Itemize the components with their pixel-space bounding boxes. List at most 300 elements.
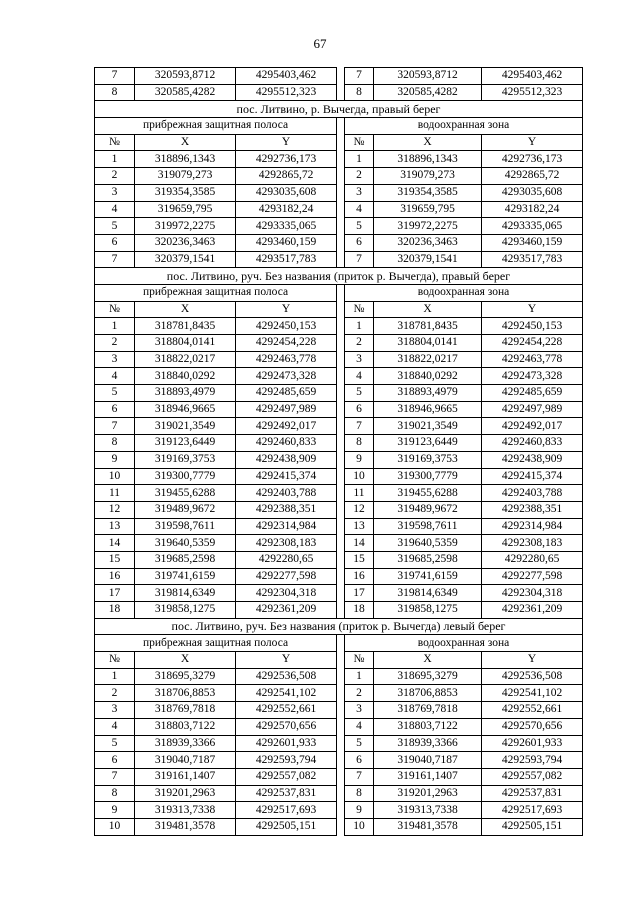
column-gap — [337, 602, 345, 619]
left-y-coordinate: 4292570,656 — [236, 718, 337, 735]
table-row — [95, 151, 583, 168]
right-y-coordinate: 4292570,656 — [482, 718, 583, 735]
table-row — [95, 602, 583, 619]
column-gap — [337, 468, 345, 485]
right-y-coordinate: 4292308,183 — [482, 535, 583, 552]
left-point-number: 15 — [95, 551, 135, 568]
right-y-header: Y — [482, 301, 583, 318]
table-row — [95, 668, 583, 685]
left-x-header: X — [135, 652, 236, 669]
right-point-number: 7 — [345, 68, 374, 85]
left-y-coordinate: 4292403,788 — [236, 485, 337, 502]
right-num-header: № — [345, 134, 374, 151]
column-gap — [337, 218, 345, 235]
left-y-coordinate: 4292415,374 — [236, 468, 337, 485]
right-point-number: 15 — [345, 551, 374, 568]
table-row — [95, 68, 583, 85]
right-y-coordinate: 4292536,508 — [482, 668, 583, 685]
left-point-number: 7 — [95, 768, 135, 785]
right-y-coordinate: 4292460,833 — [482, 435, 583, 452]
table-row — [95, 551, 583, 568]
left-point-number: 3 — [95, 351, 135, 368]
right-x-coordinate: 320593,8712 — [374, 68, 482, 85]
right-y-coordinate: 4292541,102 — [482, 685, 583, 702]
left-point-number: 10 — [95, 468, 135, 485]
left-x-coordinate: 319354,3585 — [135, 184, 236, 201]
column-gap — [337, 435, 345, 452]
right-x-coordinate: 319741,6159 — [374, 568, 482, 585]
right-y-coordinate: 4293335,065 — [482, 218, 583, 235]
left-y-coordinate: 4293517,783 — [236, 251, 337, 268]
column-gap — [337, 301, 345, 318]
right-x-coordinate: 319814,6349 — [374, 585, 482, 602]
table-row — [95, 468, 583, 485]
left-y-coordinate: 4292314,984 — [236, 518, 337, 535]
left-x-coordinate: 318840,0292 — [135, 368, 236, 385]
table-row — [95, 518, 583, 535]
right-point-number: 3 — [345, 351, 374, 368]
left-point-number: 4 — [95, 718, 135, 735]
right-y-coordinate: 4293182,24 — [482, 201, 583, 218]
column-gap — [337, 168, 345, 185]
right-point-number: 5 — [345, 385, 374, 402]
table-row — [95, 485, 583, 502]
right-y-coordinate: 4295403,462 — [482, 68, 583, 85]
right-point-number: 2 — [345, 168, 374, 185]
zone-header-row — [95, 284, 583, 301]
left-x-coordinate: 318706,8853 — [135, 685, 236, 702]
right-x-coordinate: 318939,3366 — [374, 735, 482, 752]
right-y-coordinate: 4292593,794 — [482, 752, 583, 769]
left-x-coordinate: 319021,3549 — [135, 418, 236, 435]
right-y-coordinate: 4292865,72 — [482, 168, 583, 185]
left-x-coordinate: 319313,7338 — [135, 802, 236, 819]
right-x-coordinate: 318896,1343 — [374, 151, 482, 168]
right-y-coordinate: 4292505,151 — [482, 818, 583, 835]
right-y-coordinate: 4292492,017 — [482, 418, 583, 435]
column-gap — [337, 134, 345, 151]
column-gap — [337, 551, 345, 568]
left-point-number: 14 — [95, 535, 135, 552]
column-gap — [337, 818, 345, 835]
right-point-number: 5 — [345, 735, 374, 752]
column-gap — [337, 568, 345, 585]
left-point-number: 4 — [95, 368, 135, 385]
right-y-coordinate: 4292497,989 — [482, 401, 583, 418]
table-row — [95, 685, 583, 702]
right-x-coordinate: 318804,0141 — [374, 335, 482, 352]
column-gap — [337, 635, 345, 652]
left-point-number: 2 — [95, 685, 135, 702]
column-gap — [337, 785, 345, 802]
left-point-number: 3 — [95, 702, 135, 719]
column-gap — [337, 284, 345, 301]
left-point-number: 16 — [95, 568, 135, 585]
column-gap — [337, 68, 345, 85]
left-y-coordinate: 4292552,661 — [236, 702, 337, 719]
right-point-number: 2 — [345, 685, 374, 702]
right-zone-title: водоохранная зона — [345, 635, 583, 652]
left-zone-title: прибрежная защитная полоса — [95, 635, 337, 652]
section-title: пос. Литвино, руч. Без названия (приток р. Вычегда) левый берег — [95, 618, 583, 635]
right-x-coordinate: 318946,9665 — [374, 401, 482, 418]
right-point-number: 1 — [345, 318, 374, 335]
right-point-number: 10 — [345, 468, 374, 485]
right-point-number: 6 — [345, 752, 374, 769]
left-zone-title: прибрежная защитная полоса — [95, 118, 337, 135]
right-x-coordinate: 319123,6449 — [374, 435, 482, 452]
right-y-header: Y — [482, 652, 583, 669]
right-y-coordinate: 4292485,659 — [482, 385, 583, 402]
table-row — [95, 435, 583, 452]
left-x-coordinate: 318804,0141 — [135, 335, 236, 352]
right-x-coordinate: 318695,3279 — [374, 668, 482, 685]
right-x-coordinate: 319040,7187 — [374, 752, 482, 769]
left-num-header: № — [95, 134, 135, 151]
table-row — [95, 702, 583, 719]
section-title-row — [95, 101, 583, 118]
table-row — [95, 718, 583, 735]
section-title: пос. Литвино, р. Вычегда, правый берег — [95, 101, 583, 118]
left-point-number: 5 — [95, 385, 135, 402]
left-y-coordinate: 4292304,318 — [236, 585, 337, 602]
table-row — [95, 768, 583, 785]
left-point-number: 9 — [95, 802, 135, 819]
left-x-coordinate: 320236,3463 — [135, 234, 236, 251]
right-x-coordinate: 319169,3753 — [374, 451, 482, 468]
table-row — [95, 218, 583, 235]
left-x-header: X — [135, 301, 236, 318]
table-row — [95, 535, 583, 552]
right-y-coordinate: 4293460,159 — [482, 234, 583, 251]
left-num-header: № — [95, 301, 135, 318]
right-point-number: 6 — [345, 401, 374, 418]
right-x-header: X — [374, 134, 482, 151]
column-header-row — [95, 652, 583, 669]
right-x-coordinate: 319079,273 — [374, 168, 482, 185]
right-y-coordinate: 4292388,351 — [482, 501, 583, 518]
column-gap — [337, 84, 345, 101]
table-row — [95, 501, 583, 518]
left-point-number: 1 — [95, 151, 135, 168]
right-point-number: 2 — [345, 335, 374, 352]
column-gap — [337, 118, 345, 135]
right-x-coordinate: 320236,3463 — [374, 234, 482, 251]
right-x-coordinate: 319354,3585 — [374, 184, 482, 201]
left-point-number: 2 — [95, 335, 135, 352]
column-gap — [337, 718, 345, 735]
left-point-number: 17 — [95, 585, 135, 602]
right-point-number: 18 — [345, 602, 374, 619]
column-gap — [337, 685, 345, 702]
left-y-coordinate: 4292473,328 — [236, 368, 337, 385]
right-point-number: 8 — [345, 84, 374, 101]
table-row — [95, 201, 583, 218]
coordinates-table — [94, 67, 583, 836]
table-row — [95, 168, 583, 185]
right-x-coordinate: 319313,7338 — [374, 802, 482, 819]
right-x-coordinate: 318822,0217 — [374, 351, 482, 368]
right-x-coordinate: 318803,7122 — [374, 718, 482, 735]
left-point-number: 13 — [95, 518, 135, 535]
left-point-number: 6 — [95, 401, 135, 418]
left-y-coordinate: 4293460,159 — [236, 234, 337, 251]
column-gap — [337, 668, 345, 685]
right-y-coordinate: 4292361,209 — [482, 602, 583, 619]
right-y-coordinate: 4292314,984 — [482, 518, 583, 535]
left-x-coordinate: 319858,1275 — [135, 602, 236, 619]
table-row — [95, 385, 583, 402]
left-y-coordinate: 4292308,183 — [236, 535, 337, 552]
left-y-coordinate: 4292438,909 — [236, 451, 337, 468]
left-x-coordinate: 318822,0217 — [135, 351, 236, 368]
left-y-coordinate: 4293035,608 — [236, 184, 337, 201]
column-gap — [337, 335, 345, 352]
column-gap — [337, 802, 345, 819]
left-x-coordinate: 319201,2963 — [135, 785, 236, 802]
right-point-number: 4 — [345, 718, 374, 735]
left-y-coordinate: 4292277,598 — [236, 568, 337, 585]
right-y-coordinate: 4295512,323 — [482, 84, 583, 101]
right-point-number: 5 — [345, 218, 374, 235]
left-y-coordinate: 4292537,831 — [236, 785, 337, 802]
right-y-coordinate: 4292601,933 — [482, 735, 583, 752]
right-num-header: № — [345, 652, 374, 669]
column-gap — [337, 702, 345, 719]
left-point-number: 3 — [95, 184, 135, 201]
table-row — [95, 351, 583, 368]
right-y-coordinate: 4292537,831 — [482, 785, 583, 802]
column-gap — [337, 652, 345, 669]
left-x-header: X — [135, 134, 236, 151]
left-point-number: 9 — [95, 451, 135, 468]
right-zone-title: водоохранная зона — [345, 284, 583, 301]
column-gap — [337, 451, 345, 468]
left-y-coordinate: 4292450,153 — [236, 318, 337, 335]
column-header-row — [95, 301, 583, 318]
right-x-coordinate: 319489,9672 — [374, 501, 482, 518]
table-row — [95, 401, 583, 418]
right-x-coordinate: 319201,2963 — [374, 785, 482, 802]
column-gap — [337, 251, 345, 268]
left-y-coordinate: 4293335,065 — [236, 218, 337, 235]
zone-header-row — [95, 635, 583, 652]
column-gap — [337, 184, 345, 201]
left-point-number: 18 — [95, 602, 135, 619]
right-point-number: 8 — [345, 785, 374, 802]
left-y-coordinate: 4292736,173 — [236, 151, 337, 168]
right-y-coordinate: 4292517,693 — [482, 802, 583, 819]
right-x-coordinate: 319161,1407 — [374, 768, 482, 785]
left-y-coordinate: 4295403,462 — [236, 68, 337, 85]
column-gap — [337, 351, 345, 368]
column-gap — [337, 768, 345, 785]
right-y-coordinate: 4292403,788 — [482, 485, 583, 502]
right-point-number: 1 — [345, 151, 374, 168]
left-x-coordinate: 319040,7187 — [135, 752, 236, 769]
left-x-coordinate: 318896,1343 — [135, 151, 236, 168]
right-y-coordinate: 4292454,228 — [482, 335, 583, 352]
column-gap — [337, 735, 345, 752]
column-gap — [337, 368, 345, 385]
right-y-coordinate: 4292463,778 — [482, 351, 583, 368]
left-x-coordinate: 320585,4282 — [135, 84, 236, 101]
right-x-coordinate: 319972,2275 — [374, 218, 482, 235]
left-x-coordinate: 319685,2598 — [135, 551, 236, 568]
right-point-number: 11 — [345, 485, 374, 502]
column-gap — [337, 318, 345, 335]
left-y-coordinate: 4292497,989 — [236, 401, 337, 418]
right-point-number: 6 — [345, 234, 374, 251]
left-point-number: 7 — [95, 418, 135, 435]
table-row — [95, 234, 583, 251]
right-x-coordinate: 318840,0292 — [374, 368, 482, 385]
right-point-number: 8 — [345, 435, 374, 452]
table-row — [95, 568, 583, 585]
right-x-coordinate: 319659,795 — [374, 201, 482, 218]
left-x-coordinate: 319741,6159 — [135, 568, 236, 585]
column-header-row — [95, 134, 583, 151]
left-num-header: № — [95, 652, 135, 669]
right-y-coordinate: 4292280,65 — [482, 551, 583, 568]
section-title-row — [95, 618, 583, 635]
left-y-coordinate: 4292541,102 — [236, 685, 337, 702]
column-gap — [337, 752, 345, 769]
left-x-coordinate: 318803,7122 — [135, 718, 236, 735]
right-y-coordinate: 4292450,153 — [482, 318, 583, 335]
column-gap — [337, 385, 345, 402]
section-title: пос. Литвино, руч. Без названия (приток р. Вычегда), правый берег — [95, 268, 583, 285]
left-x-coordinate: 319169,3753 — [135, 451, 236, 468]
column-gap — [337, 585, 345, 602]
left-x-coordinate: 319481,3578 — [135, 818, 236, 835]
left-x-coordinate: 318695,3279 — [135, 668, 236, 685]
left-point-number: 7 — [95, 68, 135, 85]
left-x-coordinate: 318939,3366 — [135, 735, 236, 752]
right-point-number: 4 — [345, 368, 374, 385]
right-y-coordinate: 4293035,608 — [482, 184, 583, 201]
right-point-number: 16 — [345, 568, 374, 585]
left-point-number: 5 — [95, 218, 135, 235]
left-y-header: Y — [236, 134, 337, 151]
left-x-coordinate: 318893,4979 — [135, 385, 236, 402]
left-y-coordinate: 4292463,778 — [236, 351, 337, 368]
column-gap — [337, 518, 345, 535]
right-x-header: X — [374, 652, 482, 669]
right-zone-title: водоохранная зона — [345, 118, 583, 135]
left-point-number: 7 — [95, 251, 135, 268]
right-x-coordinate: 319481,3578 — [374, 818, 482, 835]
zone-header-row — [95, 118, 583, 135]
left-point-number: 12 — [95, 501, 135, 518]
left-y-coordinate: 4292492,017 — [236, 418, 337, 435]
table-row — [95, 735, 583, 752]
left-y-coordinate: 4292601,933 — [236, 735, 337, 752]
left-y-coordinate: 4292517,693 — [236, 802, 337, 819]
left-x-coordinate: 318769,7818 — [135, 702, 236, 719]
left-point-number: 6 — [95, 234, 135, 251]
right-point-number: 9 — [345, 802, 374, 819]
left-y-coordinate: 4292557,082 — [236, 768, 337, 785]
right-point-number: 4 — [345, 201, 374, 218]
right-point-number: 13 — [345, 518, 374, 535]
left-y-coordinate: 4292865,72 — [236, 168, 337, 185]
left-x-coordinate: 319598,7611 — [135, 518, 236, 535]
left-y-header: Y — [236, 301, 337, 318]
left-x-coordinate: 320379,1541 — [135, 251, 236, 268]
table-row — [95, 184, 583, 201]
table-row — [95, 785, 583, 802]
right-x-coordinate: 319455,6288 — [374, 485, 482, 502]
left-y-coordinate: 4292460,833 — [236, 435, 337, 452]
left-x-coordinate: 319640,5359 — [135, 535, 236, 552]
left-point-number: 6 — [95, 752, 135, 769]
right-x-coordinate: 319021,3549 — [374, 418, 482, 435]
left-x-coordinate: 319489,9672 — [135, 501, 236, 518]
right-point-number: 1 — [345, 668, 374, 685]
right-x-header: X — [374, 301, 482, 318]
right-point-number: 7 — [345, 251, 374, 268]
left-x-coordinate: 319659,795 — [135, 201, 236, 218]
left-point-number: 1 — [95, 318, 135, 335]
left-y-coordinate: 4292593,794 — [236, 752, 337, 769]
right-x-coordinate: 320585,4282 — [374, 84, 482, 101]
right-x-coordinate: 318893,4979 — [374, 385, 482, 402]
left-y-coordinate: 4292361,209 — [236, 602, 337, 619]
column-gap — [337, 401, 345, 418]
column-gap — [337, 501, 345, 518]
right-y-coordinate: 4292415,374 — [482, 468, 583, 485]
right-point-number: 12 — [345, 501, 374, 518]
right-point-number: 14 — [345, 535, 374, 552]
right-y-header: Y — [482, 134, 583, 151]
left-point-number: 8 — [95, 435, 135, 452]
right-x-coordinate: 319858,1275 — [374, 602, 482, 619]
left-x-coordinate: 319123,6449 — [135, 435, 236, 452]
right-x-coordinate: 319598,7611 — [374, 518, 482, 535]
table-row — [95, 251, 583, 268]
right-x-coordinate: 318781,8435 — [374, 318, 482, 335]
left-y-coordinate: 4295512,323 — [236, 84, 337, 101]
left-point-number: 11 — [95, 485, 135, 502]
right-y-coordinate: 4292552,661 — [482, 702, 583, 719]
right-point-number: 3 — [345, 702, 374, 719]
table-row — [95, 818, 583, 835]
left-point-number: 8 — [95, 785, 135, 802]
table-row — [95, 802, 583, 819]
left-point-number: 1 — [95, 668, 135, 685]
section-title-row — [95, 268, 583, 285]
left-x-coordinate: 319455,6288 — [135, 485, 236, 502]
left-y-coordinate: 4292454,228 — [236, 335, 337, 352]
right-x-coordinate: 319300,7779 — [374, 468, 482, 485]
right-y-coordinate: 4292304,318 — [482, 585, 583, 602]
right-point-number: 10 — [345, 818, 374, 835]
right-num-header: № — [345, 301, 374, 318]
left-point-number: 8 — [95, 84, 135, 101]
table-row — [95, 585, 583, 602]
left-y-coordinate: 4292388,351 — [236, 501, 337, 518]
left-x-coordinate: 319300,7779 — [135, 468, 236, 485]
right-x-coordinate: 319640,5359 — [374, 535, 482, 552]
left-x-coordinate: 319161,1407 — [135, 768, 236, 785]
left-point-number: 10 — [95, 818, 135, 835]
table-row — [95, 752, 583, 769]
column-gap — [337, 535, 345, 552]
column-gap — [337, 201, 345, 218]
column-gap — [337, 485, 345, 502]
right-x-coordinate: 319685,2598 — [374, 551, 482, 568]
